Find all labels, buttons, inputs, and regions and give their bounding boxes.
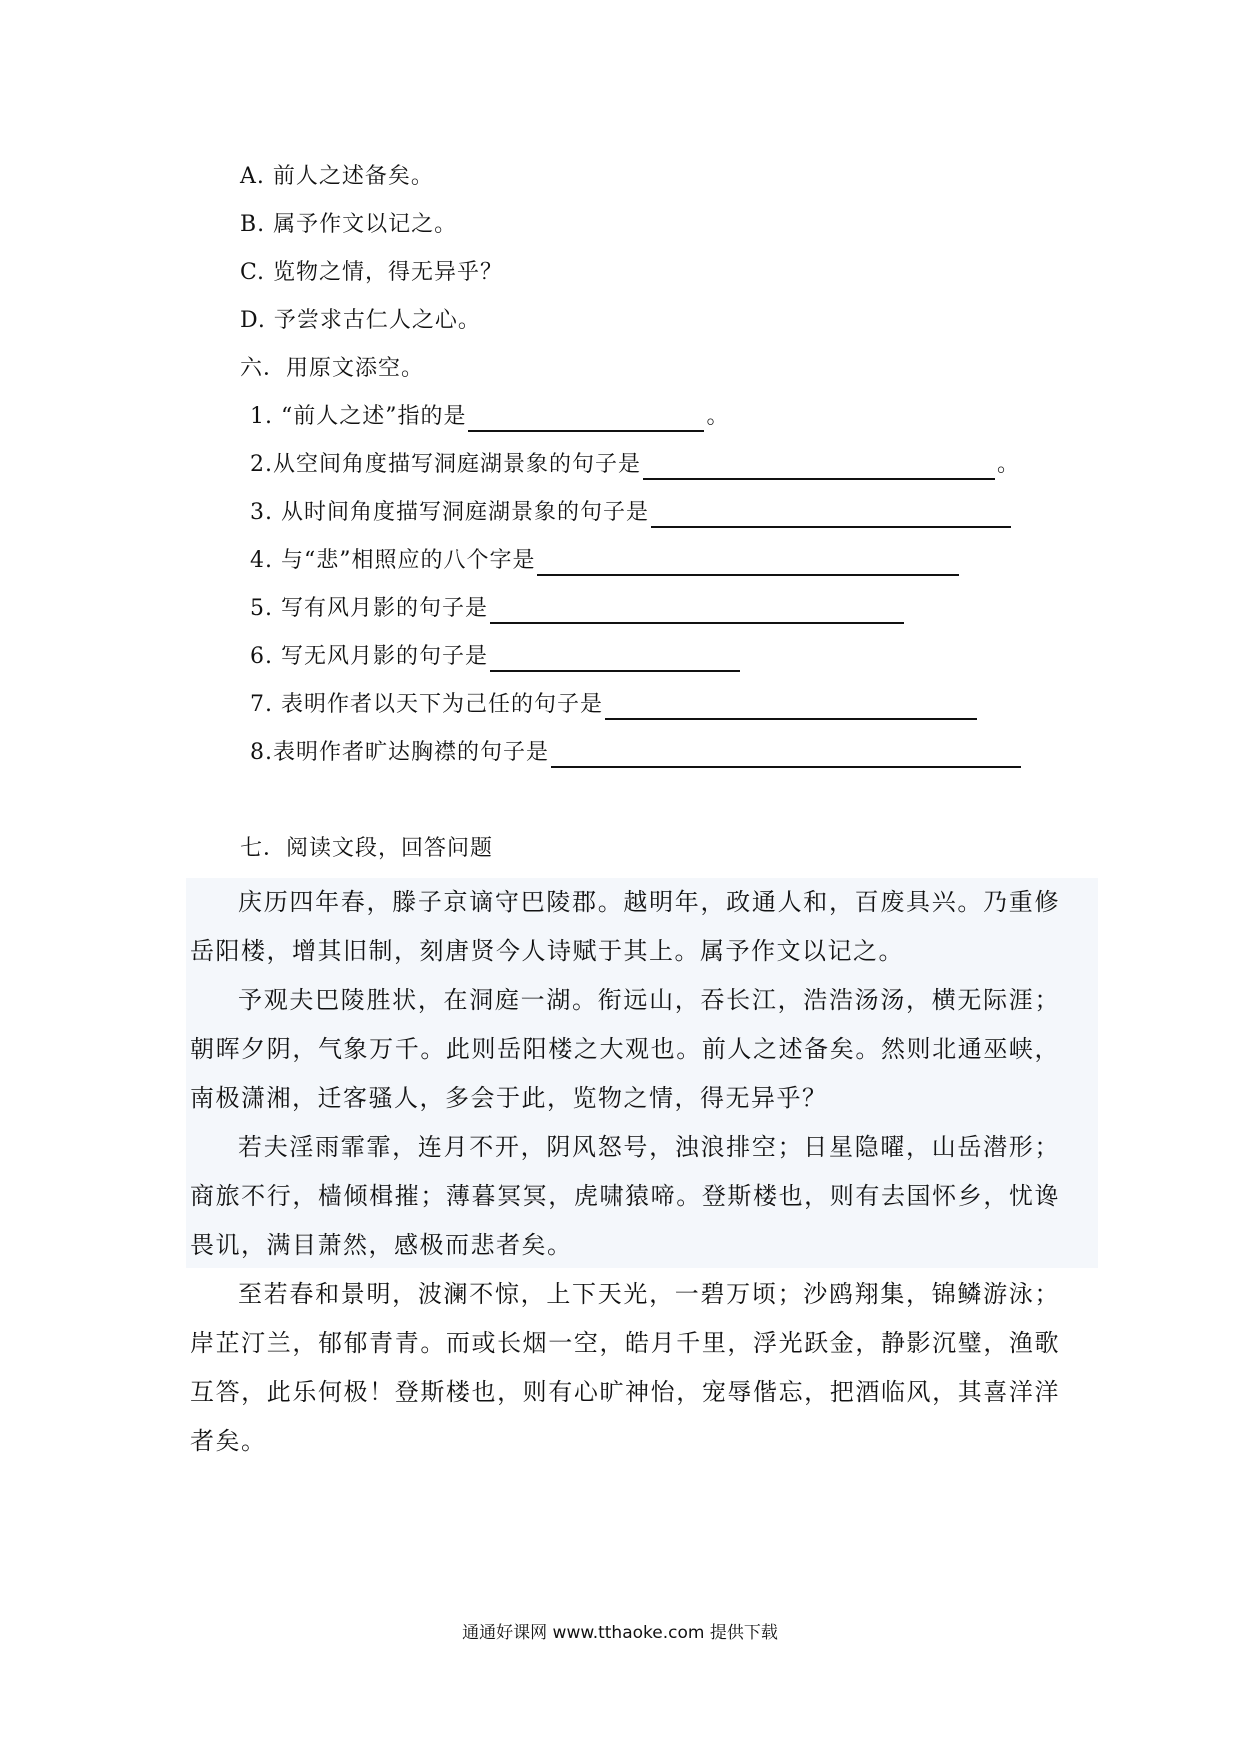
fill-item-7 xyxy=(250,690,979,720)
fill-item-label: 3. 从时间角度描写洞庭湖景象的句子是 xyxy=(250,500,649,525)
fill-item-tail: 。 xyxy=(706,404,730,429)
fill-item-tail: 。 xyxy=(997,452,1021,477)
passage-paragraph-3: 若夫淫雨霏霏，连月不开，阴风怒号，浊浪排空；日星隐曜，山岳潜形；商旅不行，樯倾楫摧；薄暮冥冥，虎啸猿啼。登斯楼也，则有去国怀乡，忧谗畏讥，满目萧然，感极而悲者矣。 xyxy=(190,1133,1060,1259)
fill-item-4 xyxy=(250,546,961,576)
option-a: A. 前人之述备矣。 xyxy=(240,164,434,189)
fill-item-label: 6. 写无风月影的句子是 xyxy=(250,644,488,669)
option-c: C. 览物之情，得无异乎？ xyxy=(240,260,504,285)
answer-blank[interactable] xyxy=(551,744,1021,768)
answer-blank[interactable] xyxy=(468,408,704,432)
answer-blank[interactable] xyxy=(651,504,1011,528)
fill-item-label: 7. 表明作者以天下为己任的句子是 xyxy=(250,692,603,717)
fill-item-1 xyxy=(250,402,730,432)
option-b: B. 属予作文以记之。 xyxy=(240,212,458,237)
fill-item-label: 8.表明作者旷达胸襟的句子是 xyxy=(250,740,549,765)
fill-item-label: 5. 写有风月影的句子是 xyxy=(250,596,488,621)
answer-blank[interactable] xyxy=(490,600,904,624)
option-d: D. 予尝求古仁人之心。 xyxy=(240,308,481,333)
fill-item-8 xyxy=(250,738,1023,768)
answer-blank[interactable] xyxy=(537,552,959,576)
passage-paragraph-4: 至若春和景明，波澜不惊，上下天光，一碧万顷；沙鸥翔集，锦鳞游泳；岸芷汀兰，郁郁青青。而或长烟一空，皓月千里，浮光跃金，静影沉璧，渔歌互答，此乐何极！登斯楼也，则有心旷神怡，宠辱偕忘，把酒临风，其喜洋洋者矣。 xyxy=(190,1280,1060,1455)
fill-item-label: 2.从空间角度描写洞庭湖景象的句子是 xyxy=(250,452,641,477)
answer-blank[interactable] xyxy=(643,456,995,480)
section6-title: 六．用原文添空。 xyxy=(240,356,425,381)
passage-paragraph-2: 予观夫巴陵胜状，在洞庭一湖。衔远山，吞长江，浩浩汤汤，横无际涯；朝晖夕阴，气象万千。此则岳阳楼之大观也。前人之述备矣。然则北通巫峡，南极潇湘，迁客骚人，多会于此，览物之情，得无异乎？ xyxy=(190,986,1060,1112)
section7-title: 七．阅读文段，回答问题 xyxy=(240,836,494,861)
fill-item-2 xyxy=(250,450,1020,480)
passage-paragraph-1: 庆历四年春，滕子京谪守巴陵郡。越明年，政通人和，百废具兴。乃重修岳阳楼，增其旧制，刻唐贤今人诗赋于其上。属予作文以记之。 xyxy=(190,888,1060,965)
fill-item-label: 4. 与“悲”相照应的八个字是 xyxy=(250,548,536,573)
page-footer: 通通好课网 www.tthaoke.com 提供下载 xyxy=(462,1623,778,1643)
answer-blank[interactable] xyxy=(605,696,977,720)
fill-item-3 xyxy=(250,498,1013,528)
fill-item-5 xyxy=(250,594,906,624)
answer-blank[interactable] xyxy=(490,648,740,672)
fill-item-6 xyxy=(250,642,742,672)
fill-item-label: 1. “前人之述”指的是 xyxy=(250,404,467,429)
